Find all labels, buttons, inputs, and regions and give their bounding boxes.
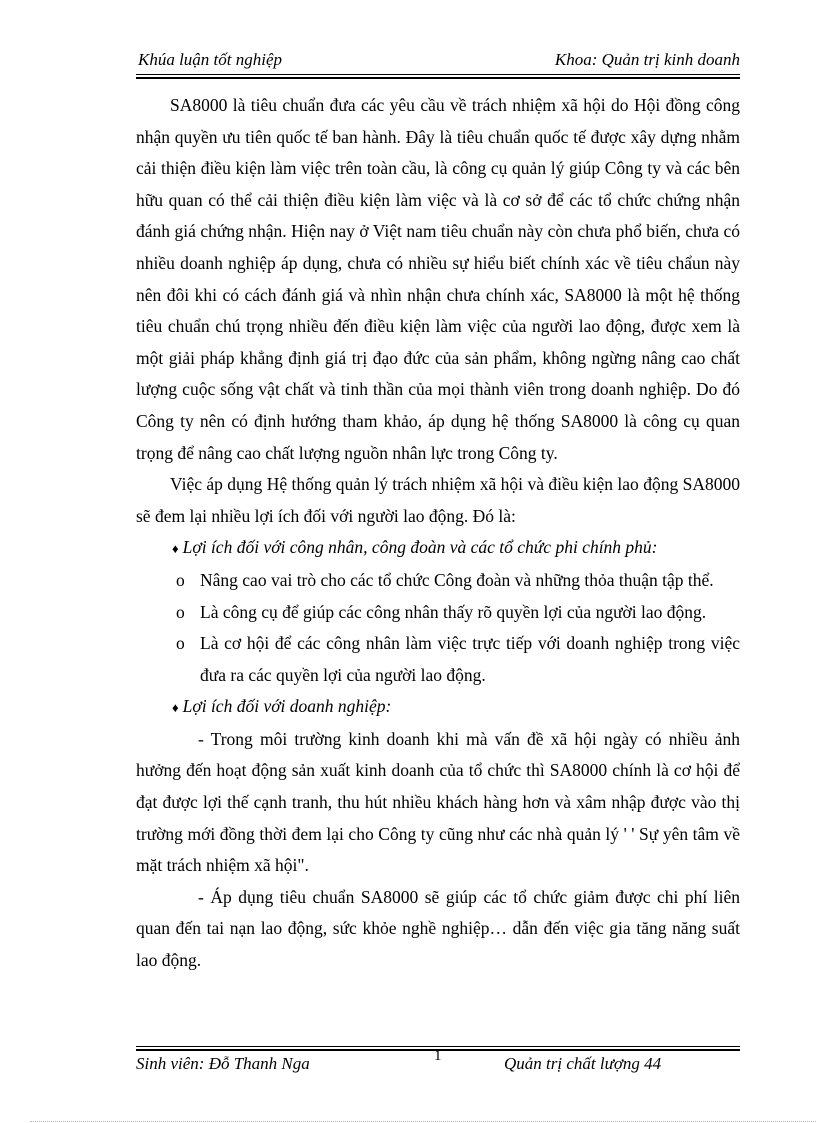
page-footer	[136, 1048, 740, 1078]
header-rule	[136, 74, 740, 79]
diamond-bullet-icon: ♦	[172, 700, 179, 716]
list-item	[136, 565, 740, 597]
list-item	[136, 628, 740, 691]
footer-class: Quản trị chất lượng 44	[504, 1054, 662, 1073]
paragraph-benefits-intro: Việc áp dụng Hệ thống quản lý trách nhiệm xã hội và điều kiện lao động SA8000 sẽ đem lại nhiều lợi ích đối với người lao động. Đó là:	[136, 474, 740, 526]
header-thesis-title: Khúa luận tốt nghiệp	[138, 50, 283, 69]
list-item	[136, 597, 740, 629]
list-item-text: Nâng cao vai trò cho các tổ chức Công đoàn và những thỏa thuận tập thể.	[200, 569, 714, 590]
section-heading-text: Lợi ích đối với doanh nghiệp:	[182, 696, 392, 717]
circle-bullet-icon: o	[176, 601, 185, 622]
document-body	[136, 90, 740, 977]
paragraph-competitive-advantage: - Trong môi trường kinh doanh khi mà vấn đề xã hội ngày có nhiều ảnh hưởng đến hoạt động sản xuất kinh doanh của tổ chức thì SA8000 chính là cơ hội để đạt được lợi thế cạnh tranh, thu hút nhiều khách hàng hơn và xâm nhập được vào thị trường mới đồng thời đem lại cho Công ty cũng như các nhà quản lý ' ' Sự yên tâm về mặt trách nhiệm xã hội".	[136, 728, 740, 876]
header-faculty: Khoa: Quản trị kinh doanh	[554, 50, 740, 69]
page-number: 1	[434, 1048, 442, 1064]
footer-student-name: Sinh viên: Đỗ Thanh Nga	[136, 1054, 310, 1073]
page-header	[136, 48, 740, 74]
paragraph-sa8000-intro: SA8000 là tiêu chuẩn đưa các yêu cầu về trách nhiệm xã hội do Hội đồng công nhận quyền ưu tiên quốc tế ban hành. Đây là tiêu chuẩn quốc tế được xây dựng nhằm cải thiện điều kiện làm việc trên toàn cầu, là công cụ quản lý giúp Công ty và các bên hữu quan có thể cải thiện điều kiện làm việc và là cơ sở để các tổ chức chứng nhận đánh giá chứng nhận. Hiện nay ở Việt nam tiêu chuẩn này còn chưa phổ biến, chưa có nhiều doanh nghiệp áp dụng, chưa có nhiều sự hiểu biết chính xác về tiêu chẩun này nên đôi khi có cách đánh giá và nhìn nhận chưa chính xác, SA8000 là một hệ thống tiêu chuẩn chú trọng nhiều đến điều kiện làm việc của người lao động, được xem là một giải pháp khẳng định giá trị đạo đức của sản phẩm, không ngừng nâng cao chất lượng cuộc sống vật chất và tinh thần của mọi thành viên trong doanh nghiệp. Do đó Công ty nên có định hướng tham khảo, áp dụng hệ thống SA8000 là công cụ quan trọng để nâng cao chất lượng nguồn nhân lực trong Công ty.	[136, 95, 740, 463]
circle-bullet-icon: o	[176, 633, 185, 654]
section-heading-workers	[136, 532, 740, 565]
circle-bullet-icon: o	[176, 569, 185, 590]
diamond-bullet-icon: ♦	[172, 541, 179, 557]
section-heading-enterprise	[136, 691, 740, 724]
list-item-text: Là cơ hội để các công nhân làm việc trực tiếp với doanh nghiệp trong việc đưa ra các quyền lợi của người lao động.	[200, 633, 740, 685]
list-item-text: Là công cụ để giúp các công nhân thấy rõ quyền lợi của người lao động.	[200, 601, 707, 622]
page-edge-divider	[30, 1121, 816, 1122]
paragraph-cost-reduction: - Áp dụng tiêu chuẩn SA8000 sẽ giúp các tổ chức giảm được chi phí liên quan đến tai nạn lao động, sức khỏe nghề nghiệp… dẫn đến việc gia tăng năng suất lao động.	[136, 886, 740, 971]
section-heading-text: Lợi ích đối với công nhân, công đoàn và các tổ chức phi chính phủ:	[182, 537, 658, 558]
